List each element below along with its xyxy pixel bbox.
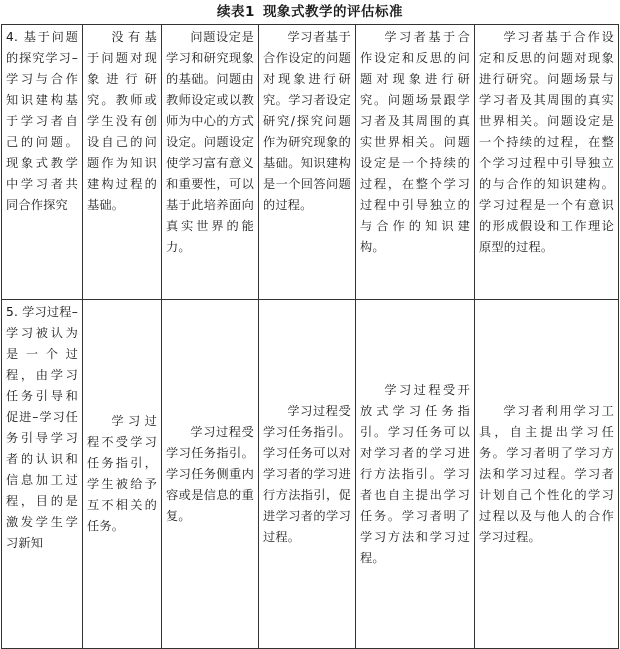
table-row [2,25,619,300]
level-5-cell [475,25,619,300]
stage-text: 5. 学习过程–学习被认为是一个过程，由学习任务引导和促进–学习任务引导学习者的认识和信息加工过程，目的是激发学生学习新知 [6,305,78,550]
table-row [2,300,619,649]
level-3-cell [259,300,356,649]
level-2-cell [162,300,259,649]
level-text: 学习过程受学习任务指引。学习任务侧重内容或是信息的重复。 [166,424,254,523]
level-4-cell [356,25,475,300]
level-text: 学习者利用学习工具，自主提出学习任务。学习者明了学习方法和学习过程。学习者计划自己个性化的学习过程以及与他人的合作学习过程。 [479,403,614,544]
level-5-cell [475,300,619,649]
level-text: 学习过程不受学习任务指引，学生被给予互不相关的任务。 [87,414,157,533]
level-text: 学习者基于合作设定和反思的问题对现象进行研究。问题场景与学习者及其周围的真实世界相关。问题设定是一个持续的过程，在整个学习过程中引导独立的与合作的知识建构。学习过程是一个有意识的形成假设和工作理论原型的过程。 [479,30,614,254]
level-3-cell [259,25,356,300]
level-2-cell [162,25,259,300]
level-1-cell [83,300,162,649]
level-text: 学习过程受学习任务指引。学习任务可以对学习者的学习进行方法指引，促进学习者的学习过程。 [263,403,351,544]
stage-text: 4. 基于问题的探究学习–学习与合作知识建构基于学习者自己的问题。现象式教学中学习者共同合作探究 [6,30,78,212]
level-1-cell [83,25,162,300]
table-number: 续表1 [217,4,255,20]
level-text: 没有基于问题对现象进行研究。教师或学生没有创设自己的问题作为知识建构过程的基础。 [87,30,157,212]
stage-cell [2,25,83,300]
level-text: 学习者基于合作设定和反思的问题对现象进行研究。问题场景跟学习者及其周围的真实世界相关。问题设定是一个持续的过程，在整个学习过程中引导独立的与合作的知识建构。 [360,30,470,254]
level-text: 学习过程受开放式学习任务指引。学习任务可以对学习者的学习进行方法指引。学习者也自主提出学习任务。学习者明了学习方法和学习过程。 [360,382,470,565]
level-4-cell [356,300,475,649]
table-title: 现象式教学的评估标准 [262,4,403,20]
evaluation-criteria-table [1,24,619,649]
stage-cell [2,300,83,649]
table-caption [0,2,620,22]
level-text: 问题设定是学习和研究现象的基础。问题由教师设定或以教师为中心的方式设定。问题设定使学习富有意义和重要性，可以基于此培养面向真实世界的能力。 [166,30,254,254]
level-text: 学习者基于合作设定的问题对现象进行研究。学习者设定研究/探究问题作为研究现象的基础。知识建构是一个回答问题的过程。 [263,30,351,212]
